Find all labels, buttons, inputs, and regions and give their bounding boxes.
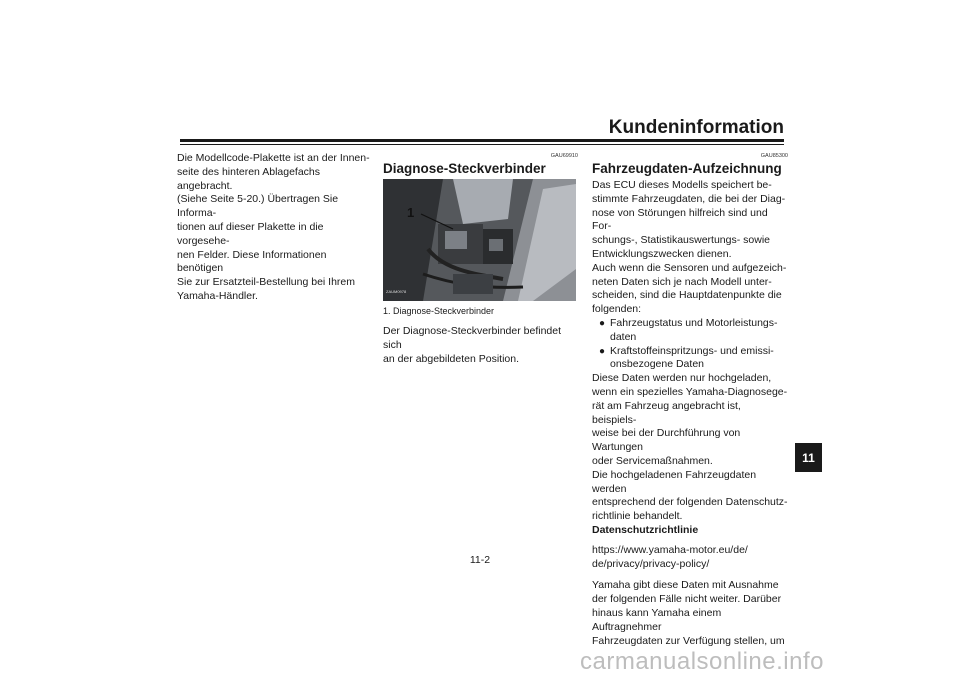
section-heading: Fahrzeugdaten-Aufzeichnung [592, 161, 782, 176]
section-code: GAU69910 [550, 153, 578, 159]
text-line: Sie zur Ersatzteil-Bestellung bei Ihrem [177, 276, 355, 289]
text-line: entsprechend der folgenden Datenschutz- [592, 496, 788, 509]
text-line: Das ECU dieses Modells speichert be- [592, 179, 772, 191]
text-line: schungs-, Statistikauswertungs- sowie [592, 234, 770, 247]
column-middle [383, 153, 578, 366]
photo-reference-code: ZAUM0978 [386, 289, 407, 295]
bullet-item [599, 345, 788, 373]
diagnostic-connector-photo [383, 179, 576, 301]
section-code: GAU85300 [760, 153, 788, 159]
text-line: oder Servicemaßnahmen. [592, 454, 713, 467]
bullet-text: onsbezogene Daten [610, 358, 704, 371]
photo-illustration [383, 179, 576, 301]
text-line: Die hochgeladenen Fahrzeugdaten werden [592, 468, 757, 495]
chapter-tab: 11 [795, 443, 822, 472]
subheading: Datenschutzrichtlinie [592, 523, 699, 536]
text-line: seite des hinteren Ablagefachs angebracht. [177, 165, 321, 192]
text-line: Diese Daten werden nur hochgeladen, [592, 372, 772, 385]
text-line: Entwicklungszwecken dienen. [592, 247, 732, 260]
header-rule-thin [180, 144, 784, 145]
text-line: hinaus kann Yamaha einem Auftragnehmer [592, 606, 722, 633]
text-line: folgenden: [592, 303, 642, 316]
text-line: scheiden, sind die Hauptdatenpunkte die [592, 289, 782, 302]
photo-caption: 1. Diagnose-Steckverbinder [383, 306, 495, 316]
page-number: 11-2 [469, 554, 491, 566]
text-line: an der abgebildeten Position. [383, 352, 520, 365]
text-line: weise bei der Durchführung von Wartungen [592, 427, 741, 454]
text-line: Die Modellcode-Plakette ist an der Innen- [177, 152, 370, 164]
bullet-text: Fahrzeugstatus und Motorleistungs- [610, 316, 778, 329]
text-line: richtlinie behandelt. [592, 510, 683, 523]
text-line: neten Daten sich je nach Modell unter- [592, 275, 772, 288]
text-line: wenn ein spezielles Yamaha-Diagnosege- [592, 385, 788, 398]
text-line: nen Felder. Diese Informationen benötigen [177, 248, 327, 275]
url-line: https://www.yamaha-motor.eu/de/ [592, 543, 748, 556]
bullet-item [599, 317, 788, 345]
watermark: carmanualsonline.info [580, 648, 824, 675]
callout-number: 1 [407, 205, 415, 220]
text-line: rät am Fahrzeug angebracht ist, beispiels- [592, 399, 741, 426]
text-line: Yamaha gibt diese Daten mit Ausnahme [592, 579, 779, 592]
text-line: Yamaha-Händler. [177, 289, 258, 302]
column-right [592, 153, 788, 648]
text-line: der folgenden Fälle nicht weiter. Darüber [592, 593, 782, 606]
page-title: Kundeninformation [608, 117, 784, 138]
text-line: stimmte Fahrzeugdaten, die bei der Diag- [592, 192, 786, 205]
header-rule [180, 139, 784, 142]
bullet-icon: ● [599, 317, 606, 329]
bullet-text: daten [610, 330, 637, 343]
text-line: Der Diagnose-Steckverbinder befindet sich [383, 325, 562, 351]
text-line: Auch wenn die Sensoren und aufgezeich- [592, 261, 787, 274]
bullet-icon: ● [599, 345, 606, 357]
column-left [177, 152, 373, 304]
text-line: nose von Störungen hilfreich sind und For- [592, 206, 768, 233]
text-line: Fahrzeugdaten zur Verfügung stellen, um [592, 634, 785, 647]
url-line: de/privacy/privacy-policy/ [592, 557, 710, 570]
text-line: (Siehe Seite 5-20.) Übertragen Sie Informa- [177, 193, 339, 220]
bullet-text: Kraftstoffeinspritzungs- und emissi- [610, 344, 774, 357]
text-line: tionen auf dieser Plakette in die vorgesehe- [177, 220, 324, 247]
section-heading: Diagnose-Steckverbinder [383, 161, 546, 176]
